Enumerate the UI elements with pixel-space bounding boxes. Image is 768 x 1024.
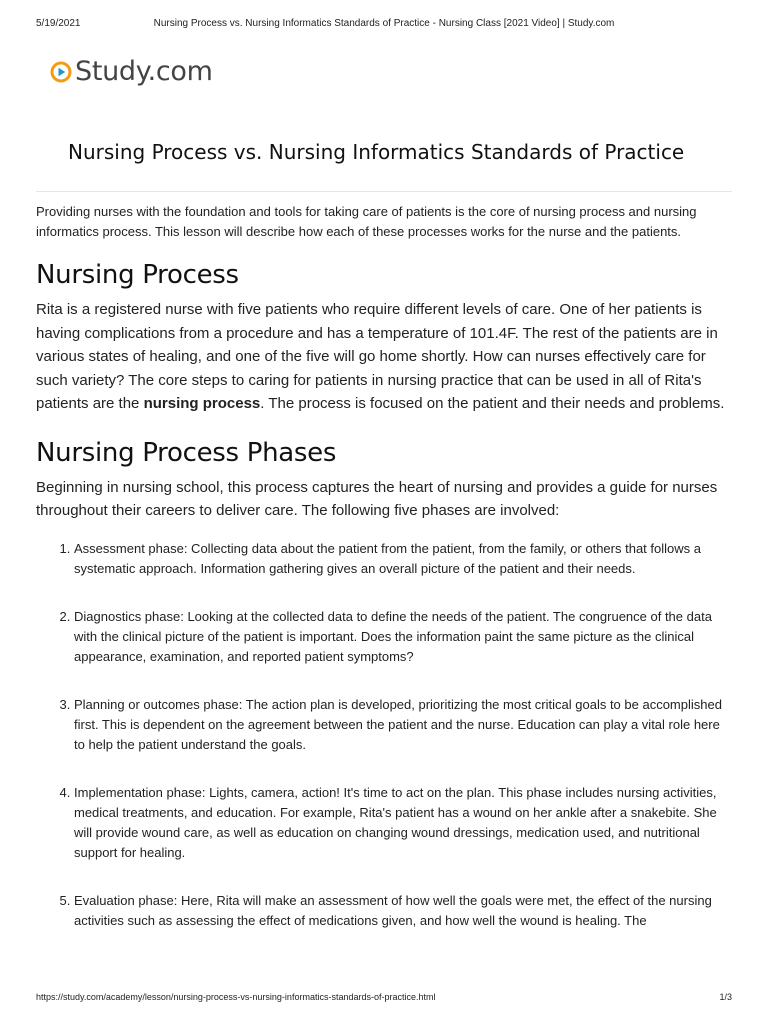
print-header: [36, 18, 732, 29]
phases-list: [36, 539, 732, 931]
page-number: 1/3: [719, 992, 732, 1002]
nursing-process-paragraph: [36, 298, 732, 416]
section-heading-nursing-process: Nursing Process: [36, 260, 239, 290]
study-com-logo[interactable]: [50, 56, 213, 87]
logo-text: Study.com: [75, 56, 213, 87]
divider: [36, 191, 732, 192]
section-heading-phases: Nursing Process Phases: [36, 437, 337, 468]
list-item-assessment: 1. Assessment phase: Collecting data about the patient from the patient, from the family, or others that follows a systematic approach. Information gathering gives an overall picture of the patient and their needs.: [74, 539, 732, 579]
list-item-planning: 3. Planning or outcomes phase: The action plan is developed, prioritizing the most critical goals to be accomplished first. This is dependent on the agreement between the patient and the nurse. Education can play a vital role here to help the patient understand the goals.: [74, 695, 732, 755]
phases-intro-paragraph: Beginning in nursing school, this process captures the heart of nursing and provides a guide for nurses throughout their careers to deliver care. The following five phases are involved:: [36, 478, 718, 519]
print-date: 5/19/2021: [36, 18, 81, 29]
print-page-title: Nursing Process vs. Nursing Informatics Standards of Practice - Nursing Class [2021 Video] | Study.com: [153, 18, 615, 29]
list-item-implementation: 4. Implementation phase: Lights, camera, action! It's time to act on the plan. This phase includes nursing activities, medical treatments, and education. For example, Rita's patient has a wound on her ankle after a snakebite. She will provide wound care, as well as education on changing wound dressings, medication used, and nutritional support for healing.: [74, 783, 732, 863]
paragraph-text: Rita is a registered nurse with five patients who require different levels of care. One of her patients is having complications from a procedure and has a temperature of 101.4F. The rest of the patients are in various states of healing, and one of the five will go home shortly. How can nurses effectively care for such variety? The core steps to caring for patients in nursing practice that can be used in all of Rita's patients are the: [36, 301, 718, 412]
paragraph-text: . The process is focused on the patient and their needs and problems.: [260, 395, 725, 412]
print-footer: [36, 992, 732, 1002]
list-item-evaluation: 5. Evaluation phase: Here, Rita will make an assessment of how well the goals were met, the effect of the nursing activities such as assessing the effect of medications given, and how well the wound is healing. The: [74, 891, 732, 931]
bold-term: nursing process: [143, 395, 261, 412]
list-item-diagnostics: 2. Diagnostics phase: Looking at the collected data to define the needs of the patient. The congruence of the data with the clinical picture of the patient is important. Does the information paint the same picture as the clinical appearance, examination, and reported patient symptoms?: [74, 607, 732, 667]
page-title: Nursing Process vs. Nursing Informatics Standards of Practice: [68, 140, 685, 164]
page-url[interactable]: https://study.com/academy/lesson/nursing-process-vs-nursing-informatics-standards-of-practice.html: [36, 992, 436, 1002]
intro-paragraph: Providing nurses with the foundation and tools for taking care of patients is the core of nursing process and nursing informatics process. This lesson will describe how each of these processes works for the nurse and the patients.: [36, 204, 697, 239]
play-circle-icon: [50, 61, 72, 83]
article-body: [36, 202, 732, 959]
